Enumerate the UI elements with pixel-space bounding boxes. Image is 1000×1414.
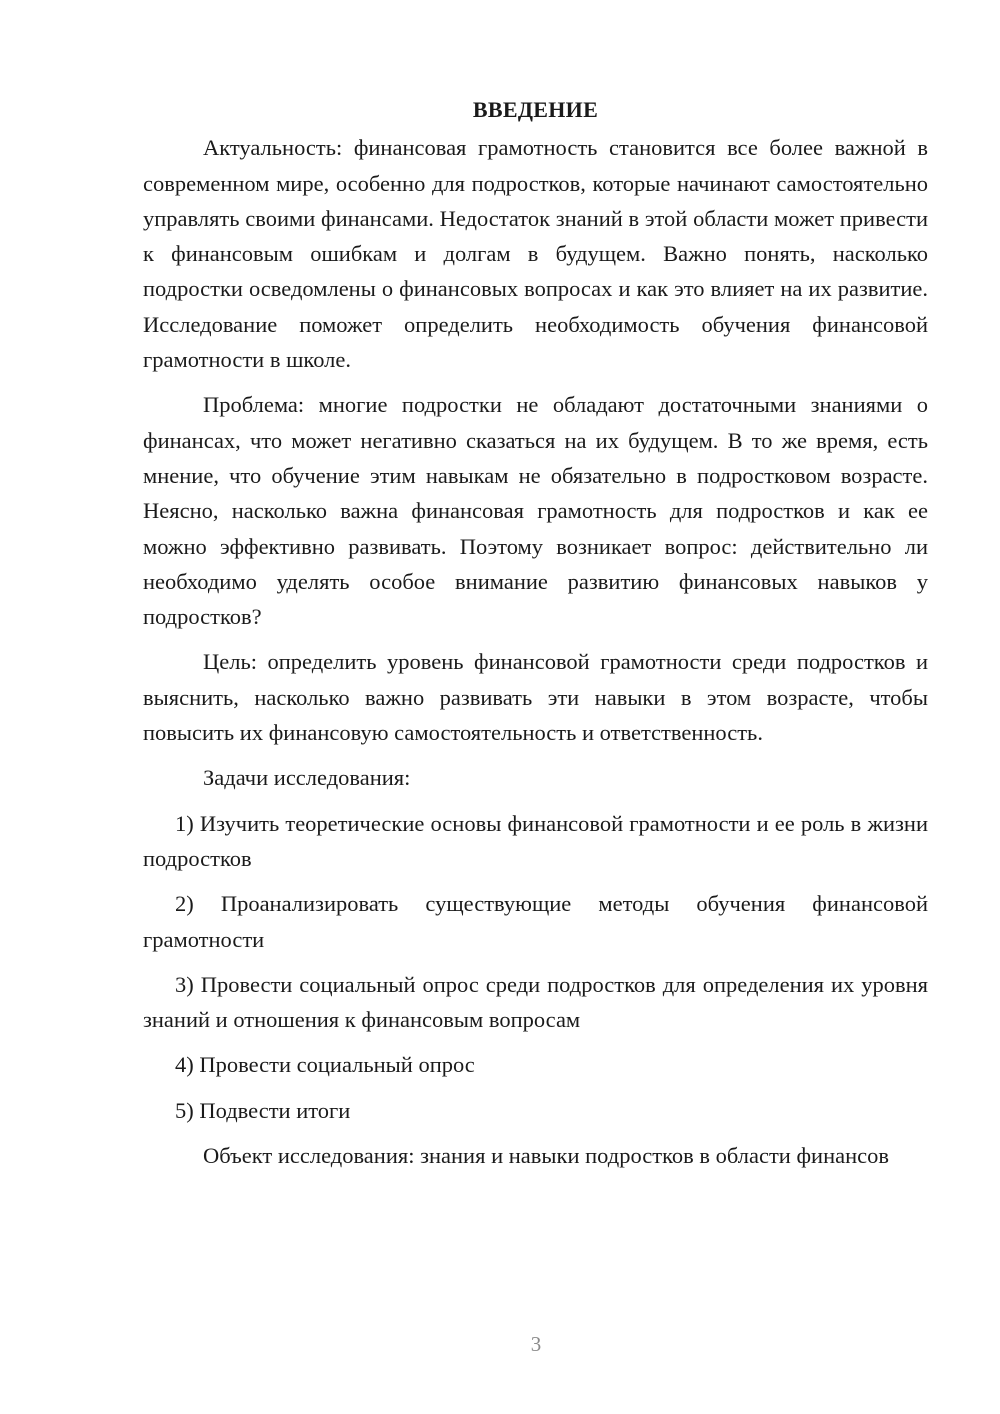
task-item-3: 3) Провести социальный опрос среди подростков для определения их уровня знаний и отношения к финансовым вопросам — [143, 971, 928, 1033]
task-item-5: 5) Подвести итоги — [175, 1097, 351, 1123]
task-item-2: 2) Проанализировать существующие методы обучения финансовой грамотности — [143, 891, 928, 952]
page-title: ВВЕДЕНИЕ — [472, 97, 599, 122]
task-item-1: 1) Изучить теоретические основы финансовой грамотности и ее роль в жизни подростков — [143, 810, 928, 871]
page-content — [143, 92, 928, 1173]
problem-paragraph: Проблема: многие подростки не обладают достаточными знаниями о финансах, что может негативно сказаться на их будущем. В то же время, есть мнение, что обучение этим навыкам не обязательно в подростковом возрасте. Неясно, насколько важна финансовая грамотность для подростков и как ее можно эффективно развивать. Поэтому возникает вопрос: действительно ли необходимо уделять особое внимание развитию финансовых навыков у подростков? — [143, 392, 928, 630]
object-paragraph: Объект исследования: знания и навыки подростков в области финансов — [203, 1143, 889, 1169]
tasks-heading: Задачи исследования: — [203, 765, 411, 791]
page-number: 3 — [530, 1332, 542, 1356]
task-item-4: 4) Провести социальный опрос — [175, 1052, 475, 1078]
relevance-paragraph: Актуальность: финансовая грамотность становится все более важной в современном мире, особенно для подростков, которые начинают самостоятельно управлять своими финансами. Недостаток знаний в этой области может привести к финансовым ошибкам и долгам в будущем. Важно понять, насколько подростки осведомлены о финансовых вопросах и как это влияет на их развитие. Исследование поможет определить необходимость обучения финансовой грамотности в школе. — [143, 135, 928, 373]
goal-paragraph: Цель: определить уровень финансовой грамотности среди подростков и выяснить, насколько важно развивать эти навыки в этом возрасте, чтобы повысить их финансовую самостоятельность и ответственность. — [143, 649, 928, 746]
